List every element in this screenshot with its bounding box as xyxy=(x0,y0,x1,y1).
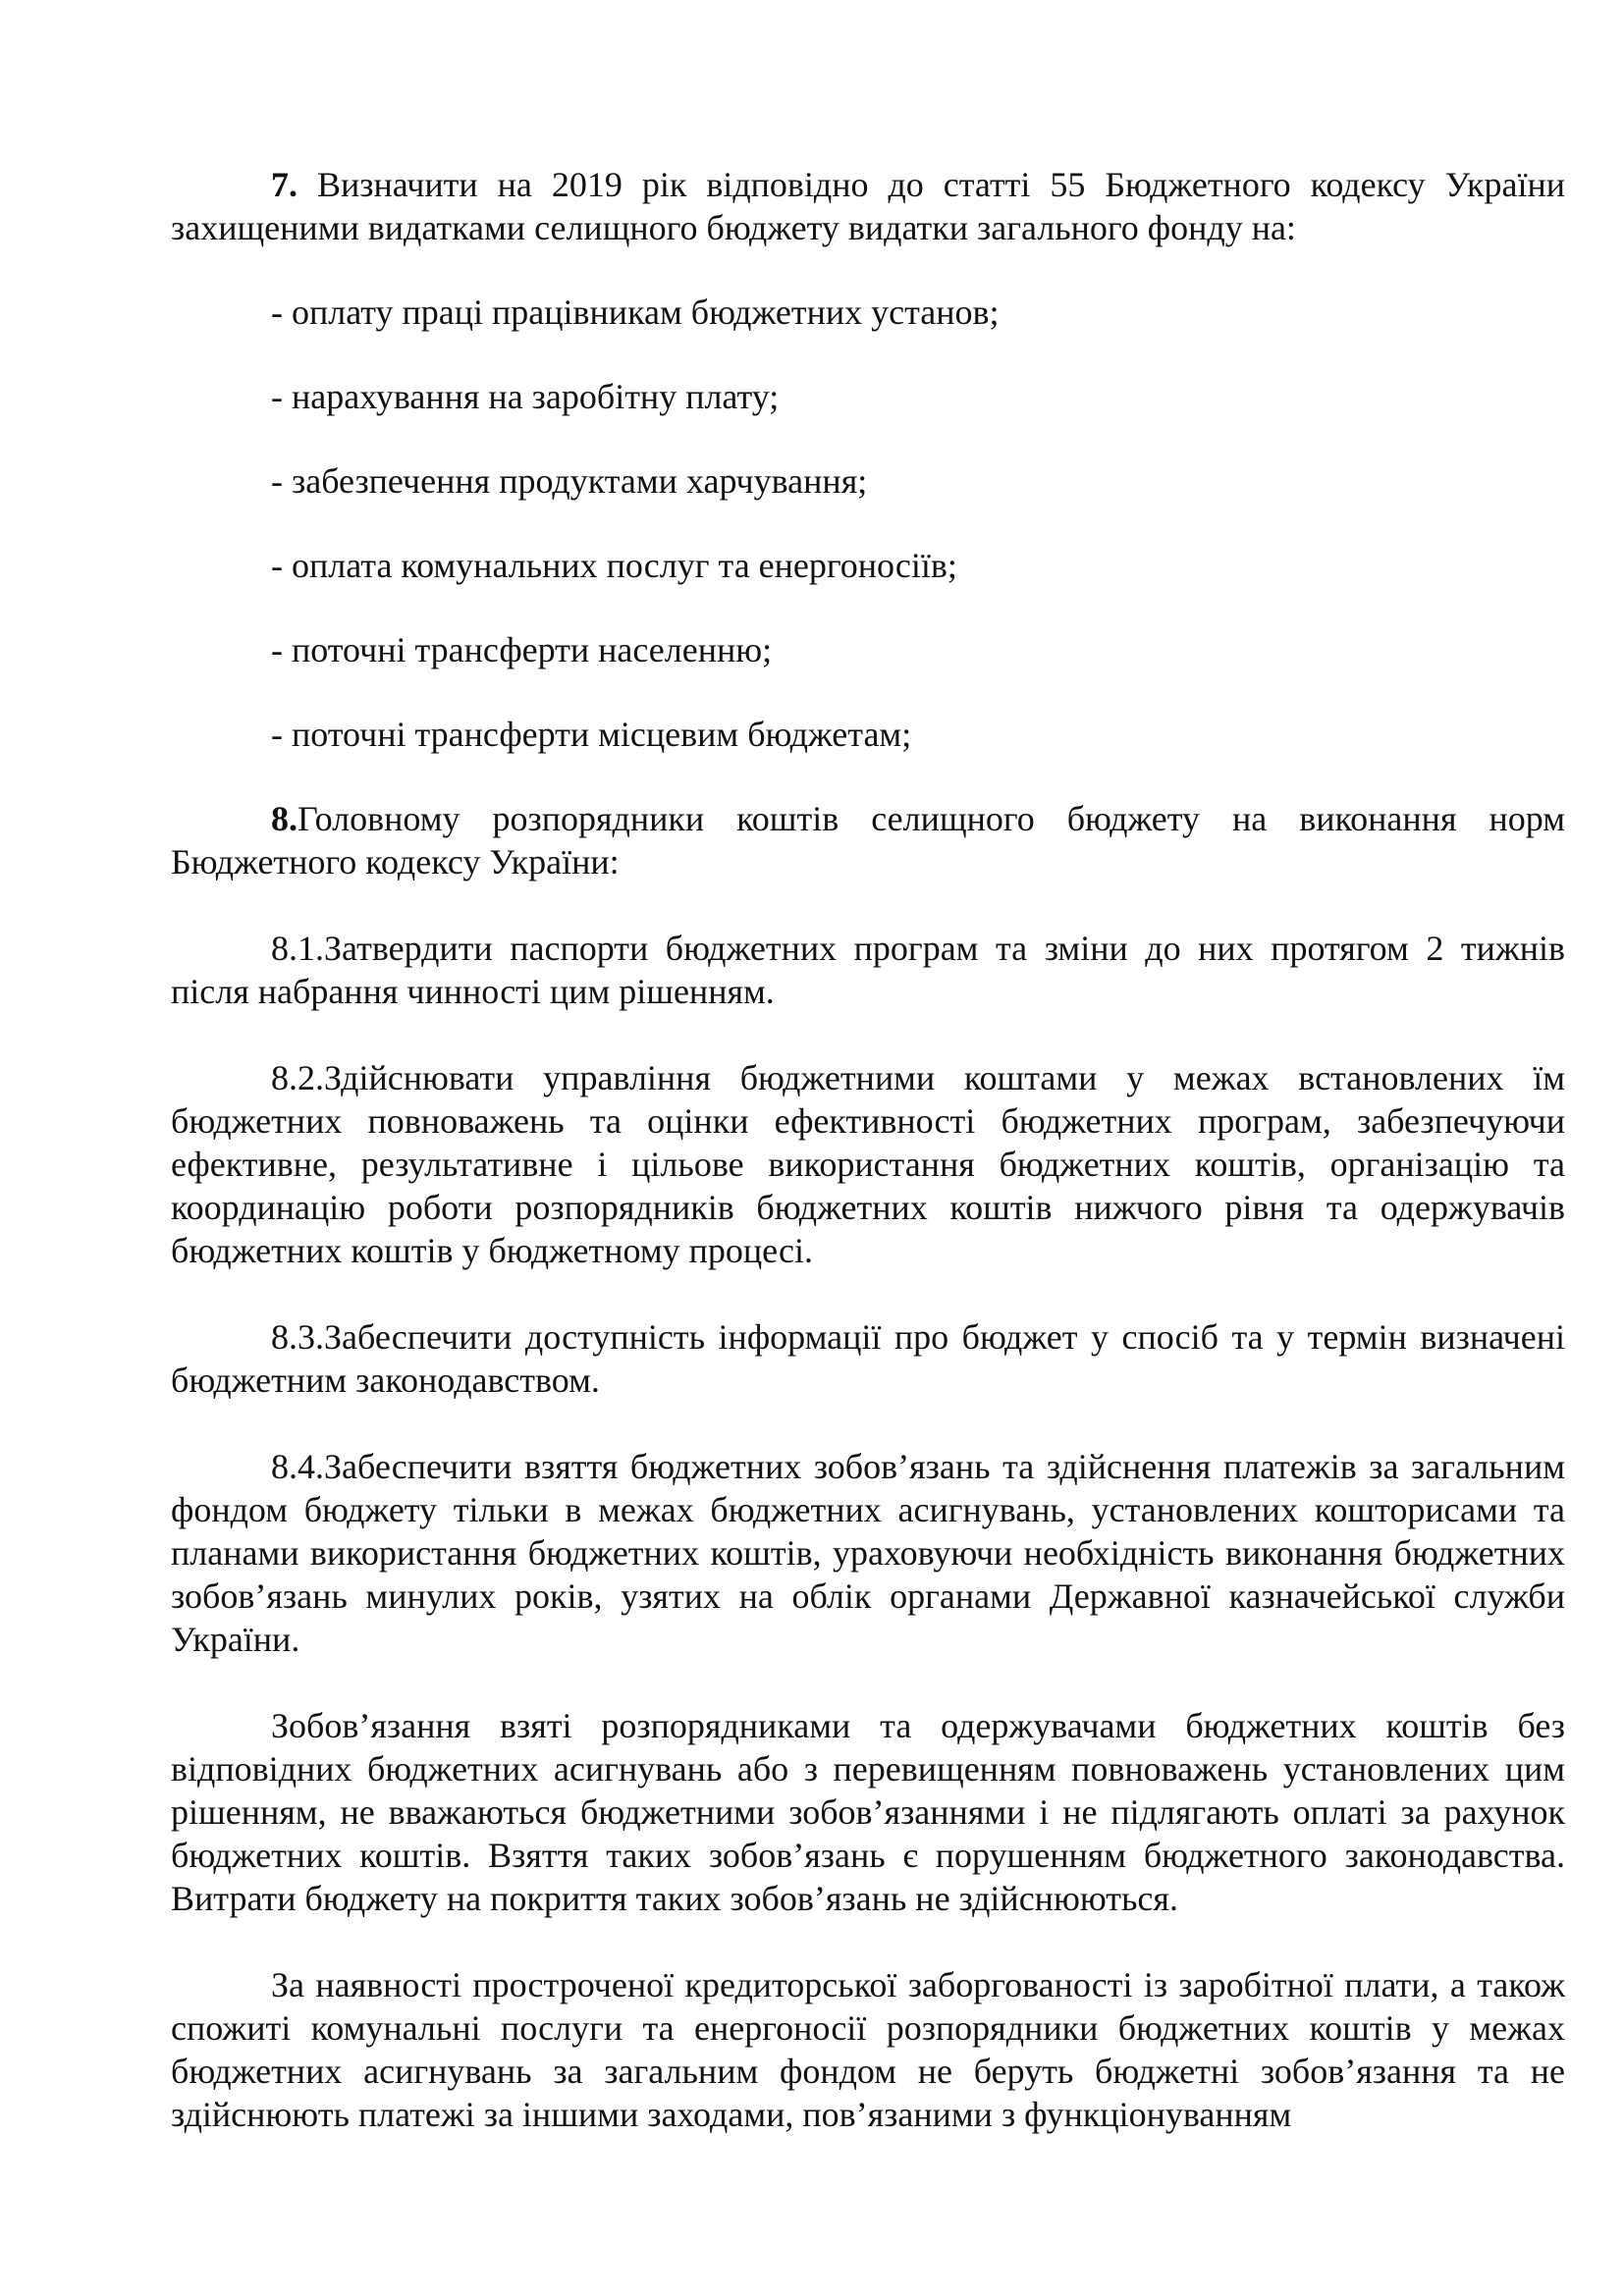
list-item: - нарахування на заробітну плату; xyxy=(271,377,780,416)
paragraph-7-text: Визначити на 2019 рік відповідно до статті 55 Бюджетного кодексу України захищеними видатками селищного бюджету видатки загального фонду на: xyxy=(171,165,1565,247)
list-item: - забезпечення продуктами харчування; xyxy=(271,461,868,501)
paragraph-8-number: 8. xyxy=(271,799,298,838)
paragraph-overdue-debt: За наявності простроченої кредиторської заборгованості із заробітної плати, а також спожиті комунальні послуги та енергоносії розпорядники бюджетних коштів у межах бюджетних асигнувань за загальним фондом не беруть бюджетні зобов’язання та не здійснюють платежі за іншими заходами, пов’язаними з функціонуванням xyxy=(171,1965,1565,2134)
paragraph-8 xyxy=(171,797,1565,883)
paragraph-obligations: Зобов’язання взяті розпорядниками та одержувачами бюджетних коштів без відповідних бюджетних асигнувань або з перевищенням повноважень установлених цим рішенням, не вважаються бюджетними зобов’язаннями і не підлягають оплаті за рахунок бюджетних коштів. Взяття таких зобов’язань є порушенням бюджетного законодавства. Витрати бюджету на покриття таких зобов’язань не здійснюються. xyxy=(171,1706,1565,1918)
paragraph-8-3: 8.3.Забеспечити доступність інформації про бюджет у спосіб та у термін визначені бюджетним законодавством. xyxy=(171,1317,1565,1400)
list-item: - поточні трансферти місцевим бюджетам; xyxy=(271,715,912,754)
list-item: - оплату праці працівникам бюджетних установ; xyxy=(271,293,1000,332)
paragraph-7 xyxy=(171,163,1565,249)
paragraph-8-4: 8.4.Забеспечити взяття бюджетних зобов’язань та здійснення платежів за загальним фондом бюджету тільки в межах бюджетних асигнувань, установлених кошторисами та планами використання бюджетних коштів, ураховуючи необхідність виконання бюджетних зобов’язань минулих років, узятих на облік органами Державної казначейської служби України. xyxy=(171,1447,1565,1659)
paragraph-8-1: 8.1.Затвердити паспорти бюджетних програм та зміни до них протягом 2 тижнів після набрання чинності цим рішенням. xyxy=(171,929,1565,1011)
paragraph-8-2: 8.2.Здійснювати управління бюджетними коштами у межах встановлених їм бюджетних повноважень та оцінки ефективності бюджетних програм, забезпечуючи ефективне, результативне і цільове використання бюджетних коштів, організацію та координацію роботи розпорядників бюджетних коштів нижчого рівня та одержувачів бюджетних коштів у бюджетному процесі. xyxy=(171,1058,1565,1270)
list-item: - поточні трансферти населенню; xyxy=(271,630,773,669)
document-body xyxy=(171,163,1565,2136)
paragraph-8-text: Головному розпорядники коштів селищного бюджету на виконання норм Бюджетного кодексу України: xyxy=(171,799,1565,881)
paragraph-7-number: 7. xyxy=(271,165,298,204)
list-item: - оплата комунальних послуг та енергоносіїв; xyxy=(271,546,957,585)
